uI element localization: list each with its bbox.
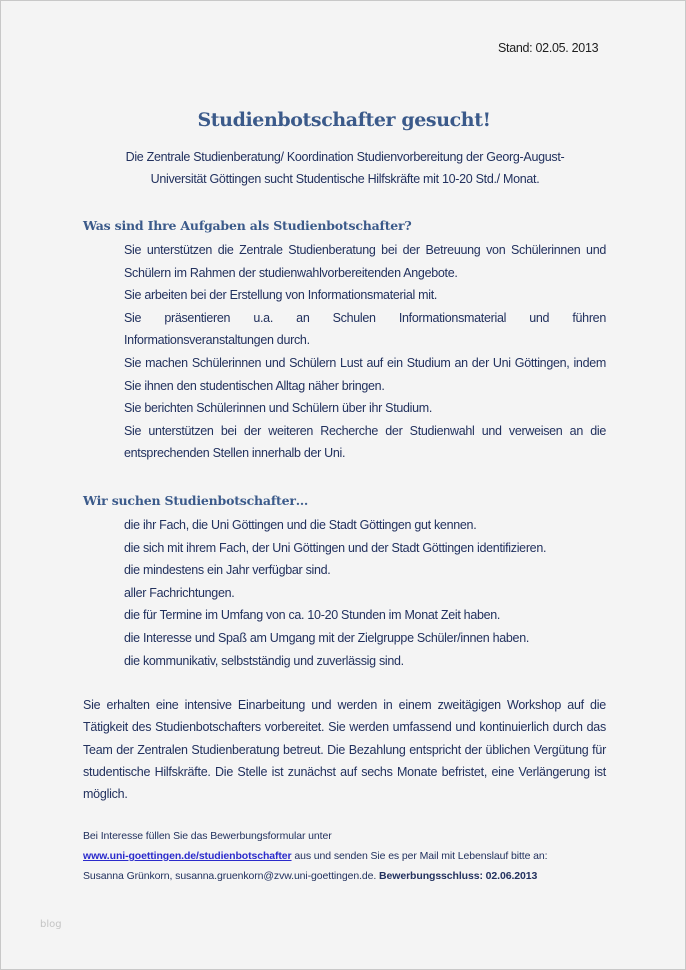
list-item: die kommunikativ, selbstständig und zuverlässig sind. [124, 653, 404, 668]
seek-heading: Wir suchen Studienbotschafter… [83, 493, 309, 508]
list-item: die Interesse und Spaß am Umgang mit der Zielgruppe Schüler/innen haben. [124, 630, 530, 645]
list-item: Sie berichten Schülerinnen und Schülern über ihr Studium. [124, 401, 433, 416]
tasks-heading: Was sind Ihre Aufgaben als Studienbotschafter? [83, 218, 412, 233]
list-item: aller Fachrichtungen. [124, 585, 235, 600]
apply-line-1: Bei Interesse füllen Sie das Bewerbungsformular unter [83, 830, 332, 842]
list-item: Sie arbeiten bei der Erstellung von Informationsmaterial mit. [124, 288, 438, 303]
list-item: die für Termine im Umfang von ca. 10-20 Stunden im Monat Zeit haben. [124, 608, 501, 623]
apply-line-2 [83, 846, 613, 866]
watermark: blog [40, 919, 62, 930]
application-info [83, 826, 613, 886]
apply-line-3 [83, 866, 613, 886]
list-item: Sie präsentieren u.a. an Schulen Informationsmaterial und führen Informationsveranstaltungen durch. [124, 310, 606, 348]
deadline-text: Bewerbungsschluss: 02.06.2013 [379, 870, 538, 882]
contact-text: Susanna Grünkorn, susanna.gruenkorn@zvw.uni-goettingen.de. [83, 870, 380, 882]
list-item: Sie unterstützen bei der weiteren Recherche der Studienwahl und verweisen an die entsprechenden Stellen innerhalb der Uni. [124, 423, 606, 461]
page-title: Studienbotschafter gesucht! [197, 109, 491, 131]
list-item: Sie machen Schülerinnen und Schülern Lust auf ein Studium an der Uni Göttingen, indem Sie ihnen den studentischen Alltag näher bringen. [124, 355, 606, 393]
apply-line-2-text: aus und senden Sie es per Mail mit Lebenslauf bitte an: [291, 850, 548, 862]
list-item: die sich mit ihrem Fach, der Uni Göttingen und der Stadt Göttingen identifizieren. [124, 540, 547, 555]
intro-text [81, 146, 609, 190]
intro-line-1: Die Zentrale Studienberatung/ Koordination Studienvorbereitung der Georg-August- [125, 150, 565, 164]
application-form-link[interactable]: www.uni-goettingen.de/studienbotschafter [83, 850, 292, 862]
tasks-list [124, 239, 606, 465]
list-item: die ihr Fach, die Uni Göttingen und die Stadt Göttingen gut kennen. [124, 518, 477, 532]
closing-paragraph: Sie erhalten eine intensive Einarbeitung und werden in einem zweitägigen Workshop auf die Tätigkeit des Studienbotschafters vorbereitet. Sie werden umfassend und kontinuierlich durch das Team der Zentralen Studienberatung betreut. Die Bezahlung entspricht der üblichen Vergütung für studentische Hilfskräfte. Die Stelle ist zunächst auf sechs Monate befristet, eine Verlängerung ist möglich. [83, 698, 606, 802]
list-item: Sie unterstützen die Zentrale Studienberatung bei der Betreuung von Schülerinnen und Schülern im Rahmen der studienwahlvorbereitenden Angebote. [124, 243, 606, 280]
list-item: die mindestens ein Jahr verfügbar sind. [124, 563, 331, 578]
intro-line-2: Universität Göttingen sucht Studentische Hilfskräfte mit 10-20 Std./ Monat. [150, 172, 540, 186]
date-stamp: Stand: 02.05. 2013 [498, 41, 599, 55]
seek-list [124, 514, 606, 672]
